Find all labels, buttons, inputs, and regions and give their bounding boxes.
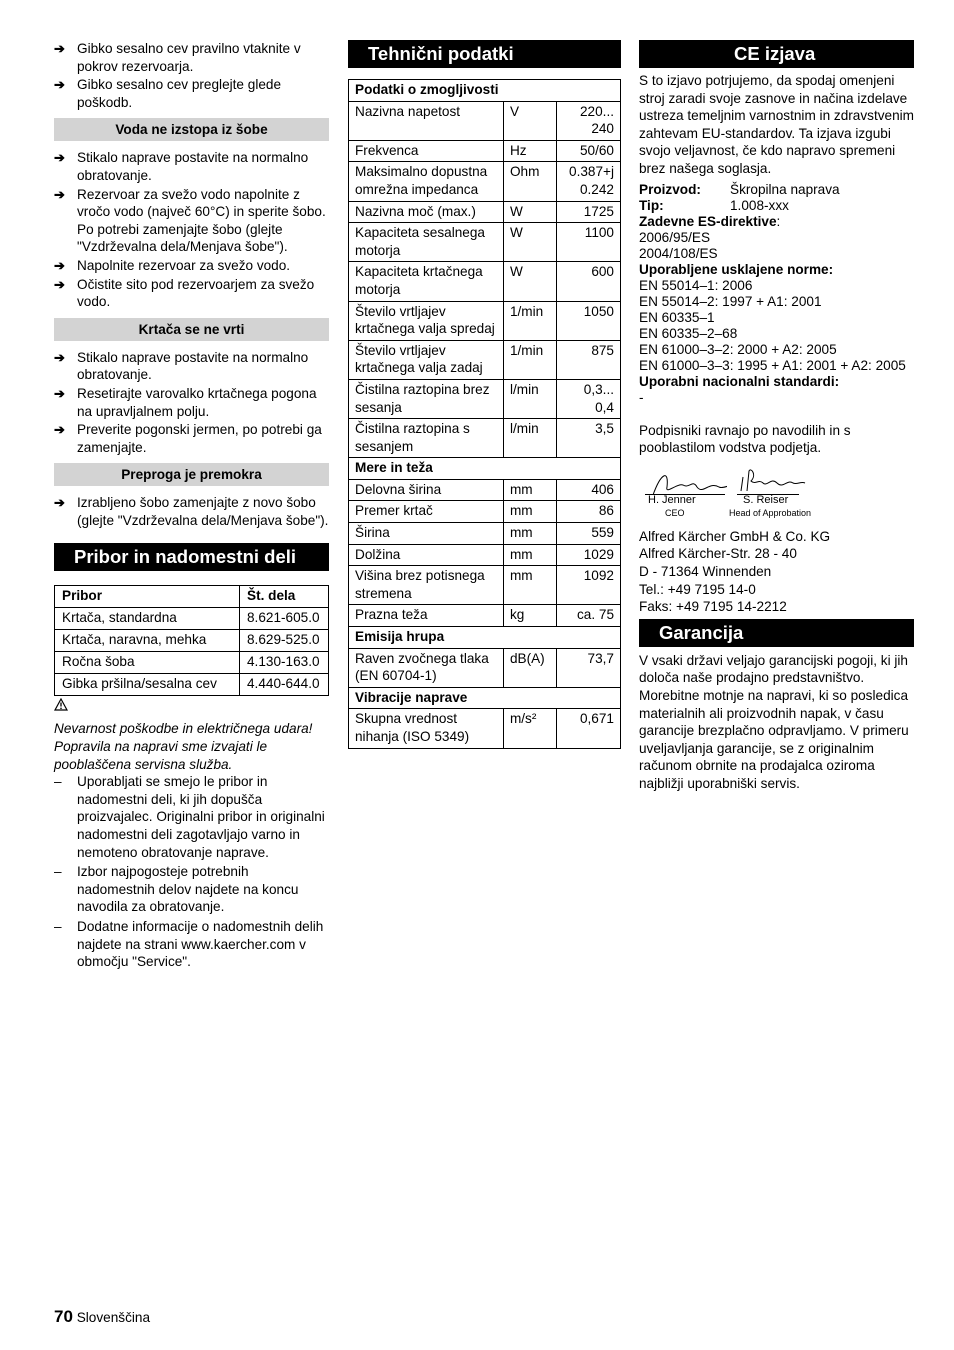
list-item: – Izbor najpogosteje potrebnih nadomestnih delov najdete na koncu navodila za obratovanje. (54, 864, 299, 915)
accessories-table (54, 585, 329, 696)
table-cell-value: 559 (556, 523, 620, 545)
national-label: Uporabni nacionalni standardi: (639, 373, 840, 389)
ce-text: S to izjavo potrjujemo, da spodaj omenjeni stroj zaradi svoje zasnove in načina izdelave ustreza temeljnim varnostnim in zdravstvenim zahtevam EU-standardov. Ta izjava izgubi svojo veljavnost, če kdo napravo spremeni brez našega soglasja. (639, 73, 914, 176)
middle-column (348, 40, 621, 749)
address: Alfred Kärcher GmbH & Co. KG Alfred Kärcher-Str. 28 - 40 D - 71364 Winnenden Tel.: +49 7195 14-0 Faks: +49 7195 14-2212 (639, 528, 831, 615)
table-row (55, 630, 329, 652)
sig2-role: Head of Approbation (729, 507, 812, 518)
table-cell-value: 1029 (556, 544, 620, 566)
table-row (349, 101, 621, 140)
table-row (55, 652, 329, 674)
table-row (349, 523, 621, 545)
table-row (349, 162, 621, 201)
table-cell: 4.440-644.0 (240, 674, 329, 696)
table-group-row (349, 80, 621, 102)
table-cell: Ročna šoba (55, 652, 240, 674)
table-row (349, 648, 621, 687)
norms-label: Uporabljene usklajene norme: (639, 261, 834, 277)
table-cell-name: Frekvenca (349, 140, 504, 162)
directive: 2006/95/ES (639, 229, 711, 245)
table-cell-value: 50/60 (556, 140, 620, 162)
table-cell-name: Maksimalno dopustna omrežna impedanca (349, 162, 504, 201)
table-cell-value: 1100 (556, 223, 620, 262)
list-item: ➔ Rezervoar za svežo vodo napolnite z vročo vodo (največ 60°C) in sperite šobo. Po potrebi zamenjajte šobo (glejte "Vzdrževalna dela/Menjava šobe"). (54, 186, 326, 255)
table-cell-unit: Hz (503, 140, 556, 162)
arrow-icon: ➔ (54, 385, 65, 401)
table-row (349, 140, 621, 162)
table-row (349, 501, 621, 523)
sig2-name: S. Reiser (743, 493, 789, 506)
group-label: Vibracije naprave (349, 687, 621, 709)
norm: EN 60335–2–68 (639, 325, 738, 341)
table-cell: 8.621-605.0 (240, 608, 329, 630)
table-cell-value: 600 (556, 262, 620, 301)
arrow-icon: ➔ (54, 186, 65, 202)
norm: EN 61000–3–3: 1995 + A1: 2001 + A2: 2005 (639, 357, 906, 373)
warning-triangle-icon (54, 698, 68, 711)
table-cell-unit: mm (503, 501, 556, 523)
list-item: ➔ Očistite sito pod rezervoarjem za svežo vodo. (54, 276, 315, 310)
table-cell-unit: l/min (503, 379, 556, 418)
right-column (639, 40, 914, 792)
table-cell-value: 1725 (556, 201, 620, 223)
norm: EN 55014–2: 1997 + A1: 2001 (639, 293, 822, 309)
warning-text: Nevarnost poškodbe in električnega udara! Popravila na napravi sme izvajati le pooblaščena servisna služba. (54, 721, 313, 772)
table-row (349, 379, 621, 418)
warranty-text: V vsaki državi veljajo garancijski pogoji, ki jih določa naše prodajno predstavništvo. Morebitne motnje na napravi, ki so posledica materialnih ali proizvodnih napak, v času garancije brezplačno odpravljamo. V primeru uveljavljanja garancije, se z originalnim računom obrnite na prodajalca oziroma najbližji uporabniški servis. (639, 652, 909, 791)
table-cell-unit: Ohm (503, 162, 556, 201)
list-item: ➔ Resetirajte varovalko krtačnega pogona na upravljalnem polju. (54, 385, 317, 419)
directive: 2004/108/ES (639, 245, 718, 261)
product-row: Proizvod: Škropilna naprava (639, 181, 840, 197)
table-group-row (349, 458, 621, 480)
table-cell-unit: W (503, 223, 556, 262)
table-cell-name: Širina (349, 523, 504, 545)
list-item: ➔ Napolnite rezervoar za svežo vodo. (54, 257, 291, 273)
table-cell-unit: 1/min (503, 340, 556, 379)
table-row (55, 608, 329, 630)
table-cell-name: Raven zvočnega tlaka (EN 60704-1) (349, 648, 504, 687)
table-cell-unit: mm (503, 479, 556, 501)
table-cell-name: Nazivna moč (max.) (349, 201, 504, 223)
page-number: 70 (54, 1307, 73, 1326)
intro-list (54, 40, 329, 111)
accessories-heading: Pribor in nadomestni deli (54, 543, 329, 571)
type-row: Tip: 1.008-xxx (639, 197, 789, 213)
table-cell-value: 0,3... 0,4 (556, 379, 620, 418)
table-cell-name: Višina brez potisnega stremena (349, 566, 504, 605)
table-cell-value: 1050 (556, 301, 620, 340)
list-item: ➔ Gibko sesalno cev pravilno vtaknite v pokrov rezervoarja. (54, 41, 301, 74)
list-item: ➔ Stikalo naprave postavite na normalno obratovanje. (54, 150, 309, 183)
warning-icon-wrap (54, 696, 329, 720)
table-cell-value: 86 (556, 501, 620, 523)
signatures (639, 465, 914, 527)
table-cell-name: Premer krtač (349, 501, 504, 523)
arrow-icon: ➔ (54, 495, 65, 511)
table-row (349, 605, 621, 627)
page-footer (54, 1308, 150, 1327)
table-row (349, 709, 621, 748)
group-label: Mere in teža (349, 458, 621, 480)
table-cell-name: Čistilna raztopina s sesanjem (349, 419, 504, 458)
table-cell-value: 0.387+j 0.242 (556, 162, 620, 201)
left-column (54, 40, 329, 973)
table-cell-value: 406 (556, 479, 620, 501)
table-cell-unit: mm (503, 523, 556, 545)
table-cell-name: Prazna teža (349, 605, 504, 627)
warranty-heading: Garancija (639, 619, 914, 647)
norm: EN 55014–1: 2006 (639, 277, 753, 293)
table-cell-name: Kapaciteta krtačnega motorja (349, 262, 504, 301)
table-group-row (349, 627, 621, 649)
table-cell-name: Skupna vrednost nihanja (ISO 5349) (349, 709, 504, 748)
column-header: Št. dela (240, 586, 329, 608)
arrow-icon: ➔ (54, 41, 65, 56)
table-cell: Krtača, naravna, mehka (55, 630, 240, 652)
signatory-text: Podpisniki ravnajo po navodilih in s pooblastilom vodstva podjetja. (639, 422, 851, 456)
table-cell-unit: 1/min (503, 301, 556, 340)
arrow-icon: ➔ (54, 257, 65, 273)
table-row (349, 301, 621, 340)
directives-label: Zadevne ES-direktive: (639, 213, 781, 229)
group-label: Emisija hrupa (349, 627, 621, 649)
table-row (349, 262, 621, 301)
national-value: - (639, 389, 644, 405)
list-item: ➔ Preverite pogonski jermen, po potrebi ga zamenjajte. (54, 422, 322, 455)
section-heading: Preproga je premokra (54, 463, 329, 486)
table-cell-value: 220... 240 (556, 101, 620, 140)
list-item: ➔ Izrabljeno šobo zamenjajte z novo šobo (glejte "Vzdrževalna dela/Menjava šobe"). (54, 495, 329, 528)
table-cell: 8.629-525.0 (240, 630, 329, 652)
table-cell-unit: mm (503, 544, 556, 566)
table-cell-value: ca. 75 (556, 605, 620, 627)
norm: EN 60335–1 (639, 309, 715, 325)
sig1-role: CEO (665, 507, 685, 518)
column-header: Pribor (55, 586, 240, 608)
tech-data-heading: Tehnični podatki (348, 40, 621, 68)
norm: EN 61000–3–2: 2000 + A2: 2005 (639, 341, 837, 357)
footer-language: Slovenščina (76, 1310, 151, 1325)
table-row (349, 419, 621, 458)
table-cell-name: Čistilna raztopina brez sesanja (349, 379, 504, 418)
table-group-row (349, 687, 621, 709)
table-cell-name: Dolžina (349, 544, 504, 566)
arrow-icon: ➔ (54, 150, 65, 166)
table-cell-unit: W (503, 201, 556, 223)
table-cell-unit: m/s² (503, 709, 556, 748)
table-cell-unit: W (503, 262, 556, 301)
table-cell: Gibka pršilna/sesalna cev (55, 674, 240, 696)
table-cell-unit: V (503, 101, 556, 140)
table-row (349, 223, 621, 262)
table-cell-value: 3,5 (556, 419, 620, 458)
table-row (349, 479, 621, 501)
table-row (349, 544, 621, 566)
section-heading: Krtača se ne vrti (54, 318, 329, 341)
arrow-icon: ➔ (54, 77, 65, 93)
table-cell-unit: l/min (503, 419, 556, 458)
table-row (349, 566, 621, 605)
list-item: ➔ Stikalo naprave postavite na normalno obratovanje. (54, 349, 309, 383)
table-cell-unit: dB(A) (503, 648, 556, 687)
table-header-row (55, 586, 329, 608)
table-cell-name: Kapaciteta sesalnega motorja (349, 223, 504, 262)
table-cell-value: 875 (556, 340, 620, 379)
table-row (55, 674, 329, 696)
tech-data-table (348, 79, 621, 749)
sig1-name: H. Jenner (648, 493, 696, 506)
table-cell-value: 73,7 (556, 648, 620, 687)
table-cell-unit: mm (503, 566, 556, 605)
ce-heading: CE izjava (639, 40, 914, 68)
table-cell-name: Delovna širina (349, 479, 504, 501)
table-cell-name: Število vrtljajev krtačnega valja zadaj (349, 340, 504, 379)
group-label: Podatki o zmogljivosti (349, 80, 621, 102)
table-cell-value: 1092 (556, 566, 620, 605)
list-item: ➔ Gibko sesalno cev preglejte glede poškodb. (54, 77, 282, 110)
list-item: – Dodatne informacije o nadomestnih delih najdete na strani www.kaercher.com v območju "Service". (54, 919, 324, 970)
table-cell-name: Število vrtljajev krtačnega valja spredaj (349, 301, 504, 340)
table-cell-unit: kg (503, 605, 556, 627)
table-row (349, 340, 621, 379)
table-cell: Krtača, standardna (55, 608, 240, 630)
arrow-icon: ➔ (54, 276, 65, 292)
section-heading: Voda ne izstopa iz šobe (54, 118, 329, 141)
list-item: – Uporabljati se smejo le pribor in nadomestni deli, ki jih dopušča proizvajalec. Originalni pribor in originalni nadomestni deli zagotavljajo varno in nemoteno obratovanje naprave. (54, 774, 325, 860)
table-cell-value: 0,671 (556, 709, 620, 748)
table-cell-name: Nazivna napetost (349, 101, 504, 140)
arrow-icon: ➔ (54, 349, 65, 365)
table-cell: 4.130-163.0 (240, 652, 329, 674)
table-row (349, 201, 621, 223)
arrow-icon: ➔ (54, 422, 65, 438)
